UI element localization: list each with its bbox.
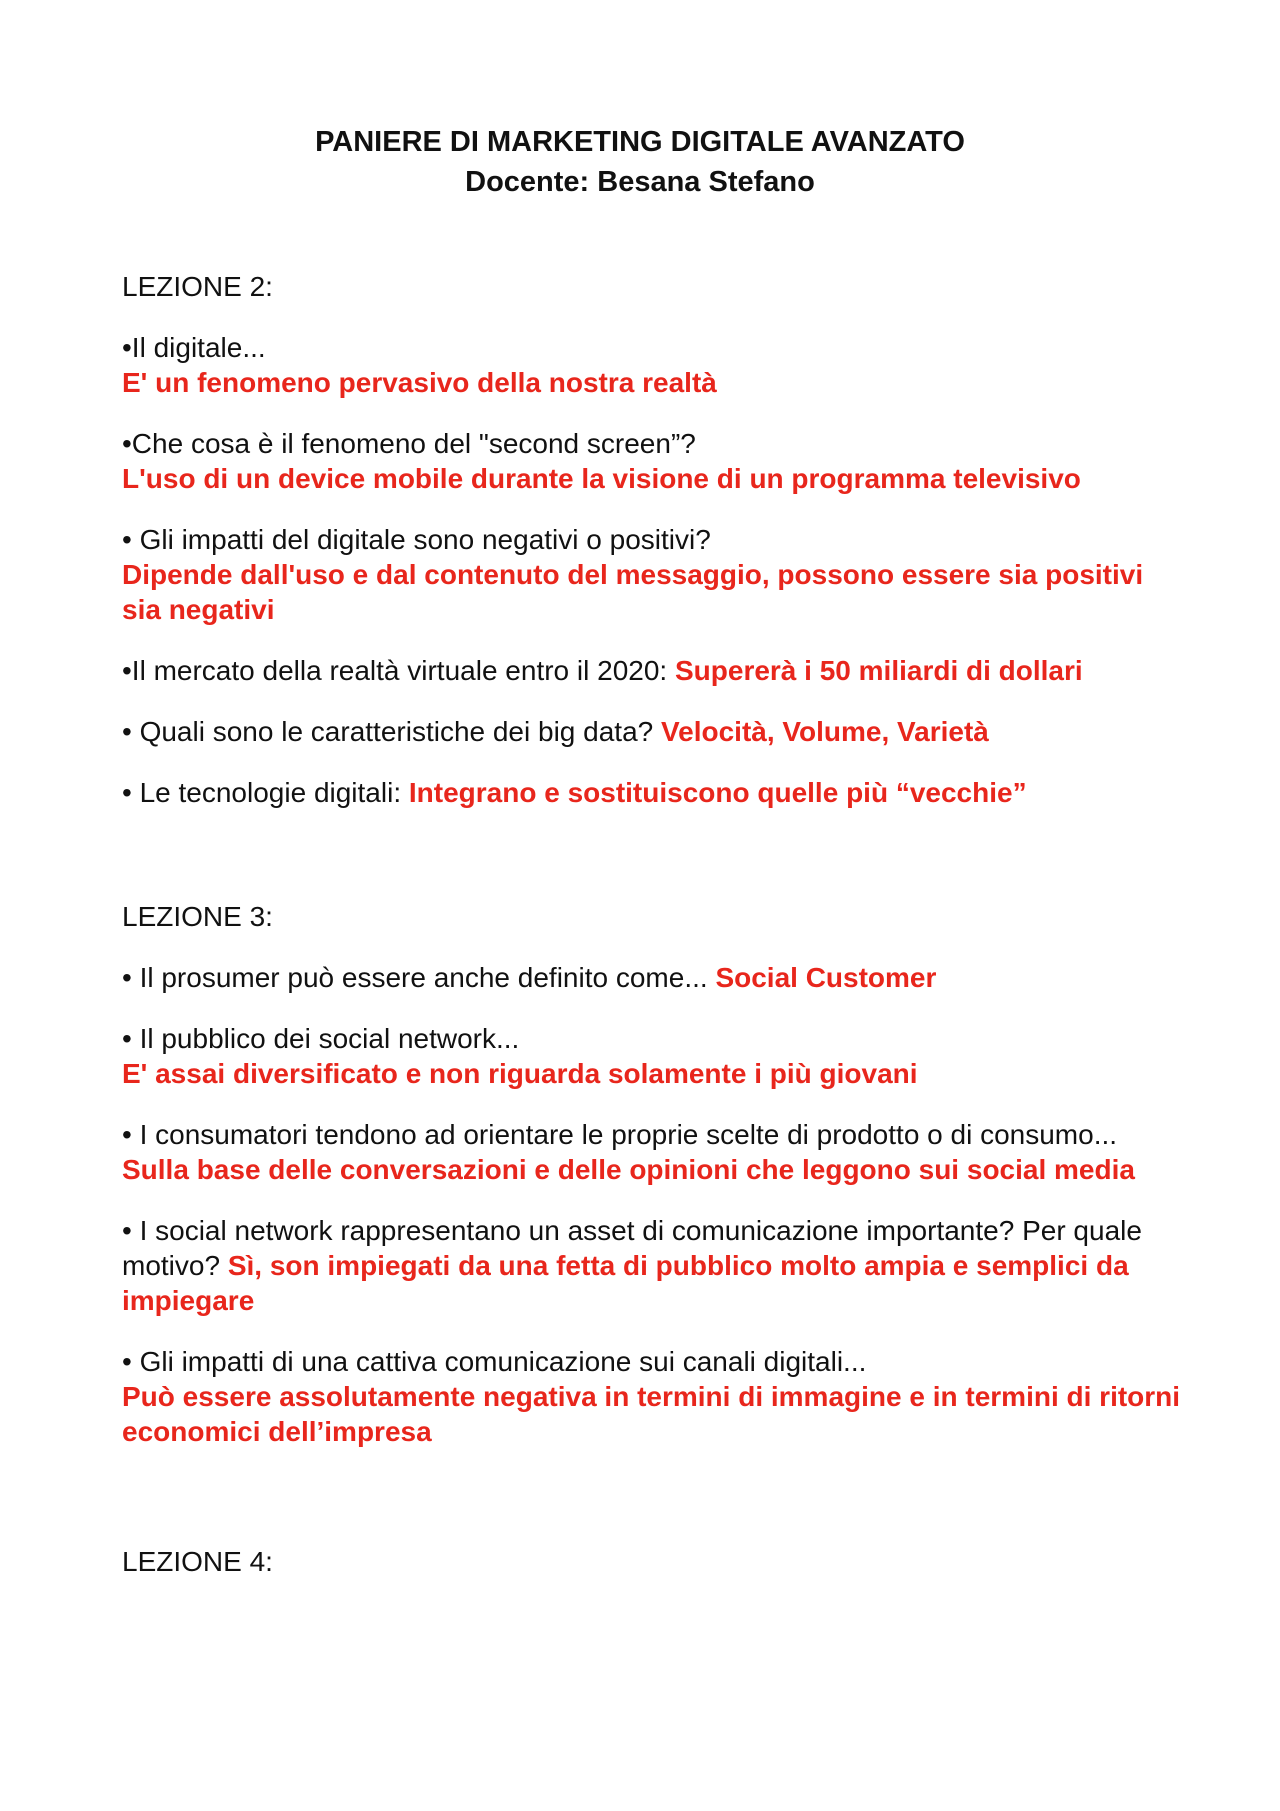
document-content bbox=[122, 270, 1182, 1579]
answer-text: Dipende dall'uso e dal contenuto del messaggio, possono essere sia positivi sia negativi bbox=[122, 559, 1144, 625]
qa-item bbox=[122, 426, 1182, 496]
question-text: • I consumatori tendono ad orientare le proprie scelte di prodotto o di consumo... bbox=[122, 1119, 1118, 1150]
document-subtitle: Docente: Besana Stefano bbox=[465, 166, 815, 198]
question-text: • Gli impatti di una cattiva comunicazione sui canali digitali... bbox=[122, 1346, 867, 1377]
qa-item bbox=[122, 1021, 1182, 1091]
qa-item bbox=[122, 1117, 1182, 1187]
qa-item bbox=[122, 653, 1182, 688]
answer-text: E' un fenomeno pervasivo della nostra realtà bbox=[122, 367, 717, 398]
answer-text: Sulla base delle conversazioni e delle opinioni che leggono sui social media bbox=[122, 1154, 1135, 1185]
question-text: • Il prosumer può essere anche definito come... bbox=[122, 962, 716, 993]
answer-text: Sì, son impiegati da una fetta di pubblico molto ampia e semplici da impiegare bbox=[122, 1250, 1129, 1316]
question-text: • Il pubblico dei social network... bbox=[122, 1023, 520, 1054]
qa-item bbox=[122, 330, 1182, 400]
answer-text: L'uso di un device mobile durante la visione di un programma televisivo bbox=[122, 463, 1081, 494]
qa-item bbox=[122, 960, 1182, 995]
answer-text: Velocità, Volume, Varietà bbox=[661, 716, 989, 747]
question-text: •Il mercato della realtà virtuale entro il 2020: bbox=[122, 655, 675, 686]
answer-text: Può essere assolutamente negativa in termini di immagine e in termini di ritorni economici dell’impresa bbox=[122, 1381, 1181, 1447]
qa-item bbox=[122, 522, 1182, 627]
question-text: • Quali sono le caratteristiche dei big data? bbox=[122, 716, 661, 747]
question-text: • I social network rappresentano un asset di comunicazione importante? Per quale motivo? bbox=[122, 1215, 1142, 1281]
lesson-heading: LEZIONE 4: bbox=[122, 1546, 273, 1577]
qa-item bbox=[122, 775, 1182, 810]
qa-item bbox=[122, 1344, 1182, 1449]
answer-text: E' assai diversificato e non riguarda solamente i più giovani bbox=[122, 1058, 918, 1089]
question-text: • Gli impatti del digitale sono negativi o positivi? bbox=[122, 524, 711, 555]
qa-item bbox=[122, 714, 1182, 749]
lesson-heading: LEZIONE 2: bbox=[122, 271, 273, 302]
question-text: •Che cosa è il fenomeno del "second screen”? bbox=[122, 428, 696, 459]
document-title: PANIERE DI MARKETING DIGITALE AVANZATO bbox=[315, 126, 965, 158]
lesson-heading: LEZIONE 3: bbox=[122, 901, 273, 932]
answer-text: Social Customer bbox=[715, 962, 937, 993]
answer-text: Integrano e sostituiscono quelle più “vecchie” bbox=[408, 777, 1027, 808]
answer-text: Supererà i 50 miliardi di dollari bbox=[674, 655, 1083, 686]
document-header bbox=[0, 122, 1280, 202]
qa-item bbox=[122, 1213, 1182, 1318]
question-text: •Il digitale... bbox=[122, 332, 266, 363]
question-text: • Le tecnologie digitali: bbox=[122, 777, 409, 808]
